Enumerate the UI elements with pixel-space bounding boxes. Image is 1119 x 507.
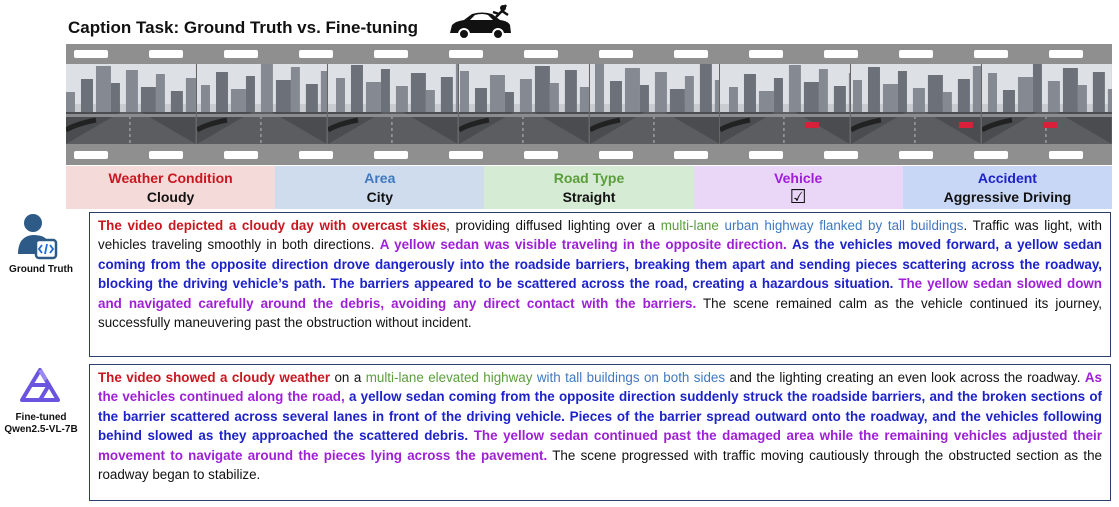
ground-truth-caption [89, 212, 1111, 357]
video-frame [197, 64, 328, 144]
fine-tuned-label [2, 412, 80, 436]
video-frame [720, 64, 851, 144]
attr-key: Weather Condition [108, 170, 233, 186]
car-crash-icon [446, 3, 516, 41]
video-frame [851, 64, 982, 144]
attr-value: City [366, 189, 394, 205]
caption-segment: and the lighting creating an even look across the roadway. [725, 370, 1085, 385]
film-hole [74, 50, 108, 58]
film-hole [374, 50, 408, 58]
caption-segment: The yellow sedan slowed down and navigated carefully around the debris, avoiding any direct contact with the barriers. [98, 276, 1102, 311]
video-frame [590, 64, 721, 144]
caption-segment: The scene progressed with traffic moving cautiously through the obstructed section as the roadway began to stabilize. [98, 447, 1102, 483]
film-hole [524, 50, 558, 58]
film-hole [749, 50, 783, 58]
film-hole [899, 50, 933, 58]
video-frame [328, 64, 459, 144]
film-hole [974, 50, 1008, 58]
film-hole [674, 50, 708, 58]
film-hole [1049, 50, 1083, 58]
caption-segment: with tall buildings on both sides [536, 370, 726, 385]
film-hole [824, 151, 858, 159]
film-hole [524, 151, 558, 159]
film-hole [599, 151, 633, 159]
caption-segment: a yellow sedan coming from the opposite direction suddenly struck the roadside barriers, and the broken sections of the barrier scattered across several lanes in front of the driving vehicle. Pieces of the barrier spread outward onto the roadway, and the vehicles following behind slowed as they approached the scattered debris. [98, 389, 1102, 444]
film-hole [974, 151, 1008, 159]
film-hole [449, 50, 483, 58]
attr-value: Aggressive Driving [943, 189, 1072, 205]
video-frames [66, 64, 1112, 144]
caption-segment: multi-lane [660, 218, 719, 233]
video-frame [982, 64, 1112, 144]
attribute-row [66, 166, 1112, 209]
video-filmstrip [66, 44, 1112, 165]
attr-value: Straight [562, 189, 616, 205]
fine-tuned-caption [89, 364, 1111, 501]
caption-segment: The scene remained calm as the vehicle continued its journey, successfully maneuvering past the obstruction without incident. [98, 295, 1102, 331]
film-hole [824, 50, 858, 58]
film-hole [224, 151, 258, 159]
caption-segment: The yellow sedan continued past the damaged area while the remaining vehicles adjusted their movement to navigate around the pieces lying across the pavement. [98, 428, 1102, 463]
qwen-logo-icon [18, 366, 62, 410]
caption-segment: flanked by tall buildings [819, 218, 964, 233]
attr-area [275, 166, 484, 209]
film-hole [374, 151, 408, 159]
fine-tuned-label-line1: Fine-tuned [15, 412, 67, 423]
video-frame [66, 64, 197, 144]
attr-key: Road Type [553, 170, 625, 186]
film-hole [1049, 151, 1083, 159]
caption-segment: The video showed a cloudy weather [98, 370, 331, 385]
film-hole [299, 151, 333, 159]
figure-title: Caption Task: Ground Truth vs. Fine-tuning [68, 18, 419, 37]
caption-segment: A yellow sedan was visible traveling in the opposite direction. [379, 237, 787, 253]
film-hole [149, 151, 183, 159]
attr-accident [903, 166, 1112, 209]
caption-segment: on a [330, 370, 366, 385]
caption-segment: The video depicted a cloudy day with overcast skies [98, 218, 447, 233]
film-hole [599, 50, 633, 58]
film-hole [224, 50, 258, 58]
film-hole [299, 50, 333, 58]
film-holes-bottom [66, 148, 1112, 162]
film-holes-top [66, 47, 1112, 61]
checkbox-checked-icon: ☑ [789, 187, 807, 208]
film-hole [74, 151, 108, 159]
attr-value: Cloudy [146, 189, 195, 205]
attr-key: Accident [977, 170, 1037, 186]
video-frame [459, 64, 590, 144]
attr-key: Area [364, 170, 396, 186]
attr-weather [66, 166, 275, 209]
caption-segment: . Traffic was light, with vehicles traveling smoothly in both directions. [98, 218, 1102, 253]
film-hole [449, 151, 483, 159]
caption-segment: As the vehicles continued along the road, [98, 370, 1102, 405]
caption-segment: multi-lane elevated highway [365, 370, 533, 385]
caption-segment: urban highway [724, 218, 814, 233]
fine-tuned-label-line2: Qwen2.5-VL-7B [4, 424, 78, 435]
attr-key: Vehicle [774, 170, 823, 186]
film-hole [749, 151, 783, 159]
attr-road-type [484, 166, 693, 209]
film-hole [149, 50, 183, 58]
film-hole [674, 151, 708, 159]
ground-truth-label: Ground Truth [9, 264, 73, 275]
user-code-icon [16, 212, 60, 260]
caption-segment: As the vehicles moved forward, a yellow sedan coming from the opposite direction drove dangerously into the roadside barriers, breaking them apart and sending pieces scattering across the roadway, blocking the driving vehicle’s path. The barriers appeared to be scattered across the road, creating a hazardous situation. [98, 237, 1102, 292]
caption-segment: , providing diffused lighting over a [446, 218, 661, 233]
attr-vehicle [694, 166, 903, 209]
film-hole [899, 151, 933, 159]
